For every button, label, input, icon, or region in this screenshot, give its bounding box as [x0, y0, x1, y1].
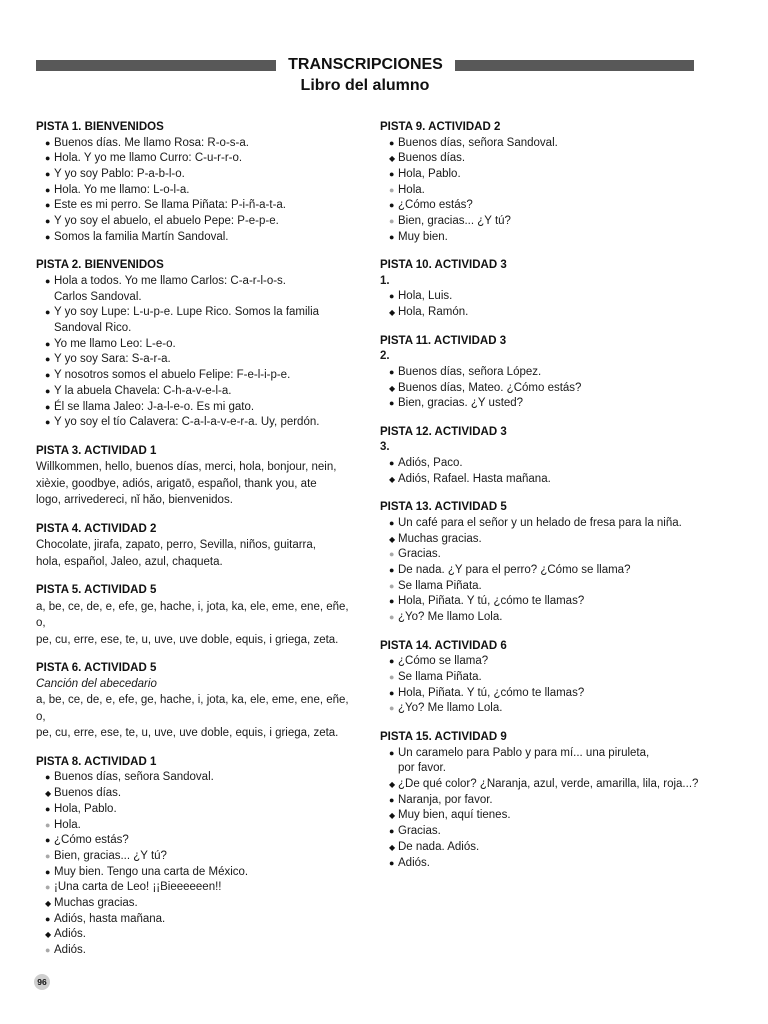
dialogue-line: [36, 927, 356, 943]
transcript-paragraph-line: a, be, ce, de, e, efe, ge, hache, i, jota, ka, ele, eme, ene, eñe, o,: [36, 600, 349, 630]
dialogue-text: Un café para el señor y un helado de fresa para la niña.: [398, 516, 682, 529]
exercise-number: 3.: [380, 441, 390, 454]
dialogue-text: Y nosotros somos el abuelo Felipe: F-e-l-i-p-e.: [54, 369, 291, 382]
dialogue-text: Muchas gracias.: [398, 532, 482, 545]
dialogue-line: [36, 912, 356, 928]
speaker-bullet-icon: ●: [45, 354, 51, 365]
header-bar-left: [36, 60, 276, 71]
dialogue-text: Hola, Pablo.: [398, 167, 461, 180]
speaker-circle-icon: ●: [389, 671, 395, 682]
speaker-bullet-icon: ●: [45, 216, 51, 227]
dialogue-line: [380, 472, 710, 488]
transcript-section: [380, 334, 710, 412]
dialogue-text: Y la abuela Chavela: C-h-a-v-e-l-a.: [54, 384, 232, 397]
speaker-bullet-icon: ●: [389, 137, 395, 148]
dialogue-text: Adiós, Paco.: [398, 456, 463, 469]
section-title: PISTA 3. ACTIVIDAD 1: [36, 444, 157, 457]
speaker-bullet-icon: ●: [389, 857, 395, 868]
dialogue-text: Buenos días. Me llamo Rosa: R-o-s-a.: [54, 136, 249, 149]
speaker-bullet-icon: ●: [45, 772, 51, 783]
left-column: [36, 120, 356, 972]
dialogue-line: [380, 856, 710, 872]
transcript-section: [36, 522, 356, 571]
speaker-bullet-icon: ●: [389, 747, 395, 758]
dialogue-line: [36, 849, 356, 865]
dialogue-text: Bien, gracias... ¿Y tú?: [54, 849, 167, 862]
speaker-circle-icon: ●: [389, 549, 395, 560]
transcript-section: [36, 258, 356, 431]
header-bar-right: [455, 60, 694, 71]
dialogue-text: Y yo soy el abuelo, el abuelo Pepe: P-e-p-e.: [54, 215, 279, 228]
dialogue-text: Hola, Ramón.: [398, 306, 469, 319]
dialogue-line: [380, 381, 710, 397]
dialogue-line: [380, 365, 710, 381]
dialogue-text: Un caramelo para Pablo y para mí... una piruleta,: [398, 746, 650, 759]
transcript-section: [380, 258, 710, 320]
transcript-section: [36, 444, 356, 509]
section-title: PISTA 1. BIENVENIDOS: [36, 121, 164, 133]
dialogue-line: [36, 384, 356, 400]
dialogue-line: [380, 793, 710, 809]
transcript-paragraph-line: xièxie, goodbye, adiós, arigatō, español, thank you, ate: [36, 477, 317, 490]
dialogue-text: ¿Yo? Me llamo Lola.: [398, 702, 503, 715]
dialogue-text: Y yo soy Sara: S-a-r-a.: [54, 353, 171, 366]
transcript-section: [380, 730, 710, 871]
speaker-bullet-icon: ●: [45, 835, 51, 846]
dialogue-text: Y yo soy el tío Calavera: C-a-l-a-v-e-r-a. Uy, perdón.: [54, 416, 320, 429]
speaker-bullet-icon: ●: [45, 401, 51, 412]
dialogue-text: Y yo soy Pablo: P-a-b-l-o.: [54, 167, 185, 180]
dialogue-text: Adiós.: [398, 856, 430, 869]
speaker-bullet-icon: ●: [45, 803, 51, 814]
page-header: [36, 56, 694, 76]
speaker-diamond-icon: ◆: [389, 308, 396, 318]
dialogue-line: [380, 516, 710, 532]
dialogue-text: Este es mi perro. Se llama Piñata: P-i-ñ-a-t-a.: [54, 199, 286, 212]
transcript-paragraph-line: pe, cu, erre, ese, te, u, uve, uve doble, equis, i griega, zeta.: [36, 727, 339, 740]
dialogue-text: Hola. Yo me llamo: L-o-l-a.: [54, 183, 190, 196]
transcript-section: [380, 425, 710, 487]
speaker-diamond-icon: ◆: [389, 779, 396, 789]
dialogue-line: [380, 777, 710, 793]
transcript-paragraph-line: Willkommen, hello, buenos días, merci, hola, bonjour, nein,: [36, 461, 337, 474]
speaker-bullet-icon: ●: [389, 517, 395, 528]
speaker-bullet-icon: ●: [389, 366, 395, 377]
speaker-bullet-icon: ●: [389, 687, 395, 698]
dialogue-line: [36, 818, 356, 834]
dialogue-text: Adiós, hasta mañana.: [54, 912, 166, 925]
dialogue-text: Hola a todos. Yo me llamo Carlos: C-a-r-l-o-s.: [54, 274, 286, 287]
dialogue-line: [380, 686, 710, 702]
dialogue-text: De nada. ¿Y para el perro? ¿Cómo se llama?: [398, 563, 631, 576]
dialogue-line: [36, 368, 356, 384]
dialogue-line: [380, 808, 710, 824]
dialogue-text: Hola.: [398, 183, 425, 196]
dialogue-line: [380, 183, 710, 199]
transcript-paragraph-line: logo, arrivedereci, nǐ hǎo, bienvenidos.: [36, 494, 233, 507]
dialogue-line: [36, 230, 356, 246]
section-title: PISTA 2. BIENVENIDOS: [36, 259, 164, 272]
transcript-section: [380, 639, 710, 717]
speaker-bullet-icon: ●: [389, 231, 395, 242]
speaker-bullet-icon: ●: [45, 168, 51, 179]
transcript-section: [36, 661, 356, 742]
transcript-paragraph-line: a, be, ce, de, e, efe, ge, hache, i, jota, ka, ele, eme, ene, eñe, o,: [36, 694, 349, 723]
dialogue-line: [380, 136, 710, 152]
dialogue-text: ¿Cómo estás?: [398, 199, 473, 212]
dialogue-text: Yo me llamo Leo: L-e-o.: [54, 337, 176, 350]
dialogue-text: Y yo soy Lupe: L-u-p-e. Lupe Rico. Somos la familia: [54, 306, 320, 319]
speaker-bullet-icon: ●: [389, 794, 395, 805]
dialogue-text: Carlos Sandoval.: [54, 290, 142, 303]
dialogue-line: [380, 746, 710, 762]
dialogue-text: Naranja, por favor.: [398, 793, 493, 806]
transcript-section: [36, 755, 356, 959]
section-title: PISTA 9. ACTIVIDAD 2: [380, 121, 501, 133]
transcript-paragraph-line: pe, cu, erre, ese, te, u, uve, uve doble, equis, i griega, zeta.: [36, 633, 339, 646]
dialogue-text: Buenos días.: [398, 152, 466, 165]
dialogue-text: ¿Cómo estás?: [54, 834, 129, 847]
dialogue-line: [380, 230, 710, 246]
speaker-bullet-icon: ●: [45, 200, 51, 211]
dialogue-line: [36, 337, 356, 353]
right-column: [380, 120, 710, 884]
section-title: PISTA 10. ACTIVIDAD 3: [380, 259, 507, 272]
dialogue-line: [36, 786, 356, 802]
dialogue-line: [36, 400, 356, 416]
speaker-circle-icon: ●: [45, 819, 51, 830]
dialogue-line: [380, 824, 710, 840]
dialogue-text: ¿Yo? Me llamo Lola.: [398, 611, 503, 624]
dialogue-text: Muy bien, aquí tienes.: [398, 809, 511, 822]
dialogue-line: [36, 802, 356, 818]
speaker-circle-icon: ●: [45, 850, 51, 861]
dialogue-line: [380, 701, 710, 717]
dialogue-line: [380, 167, 710, 183]
exercise-number: 1.: [380, 274, 390, 287]
section-title: PISTA 11. ACTIVIDAD 3: [380, 334, 507, 347]
dialogue-line: [36, 943, 356, 959]
dialogue-text: Bien, gracias. ¿Y usted?: [398, 397, 524, 410]
speaker-bullet-icon: ●: [389, 168, 395, 179]
dialogue-text: Hola, Pablo.: [54, 802, 117, 815]
dialogue-line: [380, 214, 710, 230]
section-title: PISTA 4. ACTIVIDAD 2: [36, 522, 157, 535]
dialogue-text: Se llama Piñata.: [398, 579, 482, 592]
dialogue-text: Sandoval Rico.: [54, 322, 132, 335]
speaker-bullet-icon: ●: [45, 153, 51, 164]
dialogue-text: ¡Una carta de Leo! ¡¡Bieeeeeen!!: [54, 881, 222, 894]
dialogue-text: Hola. Y yo me llamo Curro: C-u-r-r-o.: [54, 152, 243, 165]
dialogue-text: Gracias.: [398, 548, 441, 561]
dialogue-text: Hola, Piñata. Y tú, ¿cómo te llamas?: [398, 595, 585, 608]
dialogue-text: Gracias.: [398, 825, 441, 838]
speaker-bullet-icon: ●: [45, 417, 51, 428]
speaker-bullet-icon: ●: [389, 457, 395, 468]
dialogue-text: Hola.: [54, 818, 81, 831]
speaker-diamond-icon: ◆: [389, 154, 396, 164]
dialogue-line: [36, 290, 356, 306]
speaker-bullet-icon: ●: [45, 338, 51, 349]
transcript-section: [36, 120, 356, 245]
dialogue-text: ¿De qué color? ¿Naranja, azul, verde, amarilla, lila, roja...?: [398, 777, 699, 790]
speaker-bullet-icon: ●: [389, 564, 395, 575]
dialogue-text: ¿Cómo se llama?: [398, 655, 489, 668]
dialogue-line: [380, 305, 710, 321]
speaker-circle-icon: ●: [45, 945, 51, 956]
speaker-circle-icon: ●: [389, 216, 395, 227]
transcript-paragraph-line: Chocolate, jirafa, zapato, perro, Sevilla, niños, guitarra,: [36, 539, 316, 552]
speaker-bullet-icon: ●: [45, 184, 51, 195]
dialogue-text: Se llama Piñata.: [398, 670, 482, 683]
dialogue-text: Somos la familia Martín Sandoval.: [54, 230, 229, 243]
speaker-diamond-icon: ◆: [389, 842, 396, 852]
dialogue-line: [380, 594, 710, 610]
speaker-bullet-icon: ●: [389, 291, 395, 302]
dialogue-line: [36, 151, 356, 167]
dialogue-line: [36, 865, 356, 881]
section-title: PISTA 13. ACTIVIDAD 5: [380, 501, 507, 514]
speaker-circle-icon: ●: [389, 612, 395, 623]
dialogue-line: [380, 532, 710, 548]
section-title: PISTA 15. ACTIVIDAD 9: [380, 731, 507, 744]
dialogue-line: [36, 833, 356, 849]
dialogue-line: [380, 289, 710, 305]
dialogue-text: por favor.: [398, 762, 446, 775]
dialogue-line: [380, 610, 710, 626]
dialogue-line: [36, 136, 356, 152]
dialogue-line: [36, 167, 356, 183]
speaker-diamond-icon: ◆: [45, 899, 52, 909]
dialogue-line: [36, 183, 356, 199]
speaker-circle-icon: ●: [45, 882, 51, 893]
speaker-circle-icon: ●: [389, 580, 395, 591]
dialogue-line: [380, 198, 710, 214]
section-subtitle: Canción del abecedario: [36, 677, 157, 690]
speaker-diamond-icon: ◆: [389, 811, 396, 821]
speaker-diamond-icon: ◆: [389, 383, 396, 393]
dialogue-text: Adiós, Rafael. Hasta mañana.: [398, 472, 551, 485]
dialogue-line: [380, 761, 710, 777]
speaker-bullet-icon: ●: [389, 656, 395, 667]
speaker-circle-icon: ●: [389, 184, 395, 195]
exercise-number: 2.: [380, 350, 390, 363]
speaker-bullet-icon: ●: [45, 231, 51, 242]
dialogue-text: Buenos días, Mateo. ¿Cómo estás?: [398, 381, 582, 394]
dialogue-line: [36, 198, 356, 214]
page-number: 96: [34, 974, 50, 990]
page-title: TRANSCRIPCIONES: [288, 56, 443, 73]
dialogue-text: De nada. Adiós.: [398, 840, 480, 853]
dialogue-line: [36, 274, 356, 290]
page-subtitle: Libro del alumno: [300, 77, 430, 94]
dialogue-text: Adiós.: [54, 928, 86, 941]
dialogue-line: [380, 547, 710, 563]
section-title: PISTA 14. ACTIVIDAD 6: [380, 639, 507, 652]
speaker-bullet-icon: ●: [389, 200, 395, 211]
dialogue-text: Muy bien. Tengo una carta de México.: [54, 865, 249, 878]
dialogue-line: [380, 670, 710, 686]
speaker-bullet-icon: ●: [45, 385, 51, 396]
dialogue-text: Hola, Luis.: [398, 290, 453, 303]
dialogue-text: Hola, Piñata. Y tú, ¿cómo te llamas?: [398, 686, 585, 699]
dialogue-line: [36, 896, 356, 912]
dialogue-text: Muy bien.: [398, 230, 448, 243]
dialogue-text: Adiós.: [54, 944, 86, 957]
speaker-diamond-icon: ◆: [389, 534, 396, 544]
speaker-circle-icon: ●: [389, 703, 395, 714]
section-title: PISTA 12. ACTIVIDAD 3: [380, 425, 507, 438]
dialogue-line: [380, 840, 710, 856]
dialogue-line: [380, 151, 710, 167]
dialogue-line: [36, 415, 356, 431]
transcript-section: [380, 120, 710, 245]
dialogue-line: [380, 396, 710, 412]
dialogue-line: [36, 214, 356, 230]
section-title: PISTA 8. ACTIVIDAD 1: [36, 755, 157, 768]
speaker-bullet-icon: ●: [45, 137, 51, 148]
dialogue-line: [380, 654, 710, 670]
transcript-section: [36, 583, 356, 648]
speaker-bullet-icon: ●: [45, 307, 51, 318]
dialogue-line: [36, 321, 356, 337]
speaker-bullet-icon: ●: [45, 370, 51, 381]
dialogue-text: Él se llama Jaleo: J-a-l-e-o. Es mi gato.: [54, 400, 255, 413]
transcript-section: [380, 500, 710, 625]
speaker-diamond-icon: ◆: [45, 930, 52, 940]
speaker-bullet-icon: ●: [45, 866, 51, 877]
dialogue-text: Bien, gracias... ¿Y tú?: [398, 215, 511, 228]
dialogue-text: Buenos días, señora López.: [398, 365, 542, 378]
dialogue-line: [380, 563, 710, 579]
dialogue-line: [36, 880, 356, 896]
dialogue-line: [380, 456, 710, 472]
dialogue-text: Muchas gracias.: [54, 897, 138, 910]
speaker-diamond-icon: ◆: [389, 474, 396, 484]
dialogue-line: [36, 352, 356, 368]
speaker-bullet-icon: ●: [45, 913, 51, 924]
dialogue-text: Buenos días.: [54, 787, 122, 800]
dialogue-text: Buenos días, señora Sandoval.: [54, 771, 214, 784]
dialogue-text: Buenos días, señora Sandoval.: [398, 136, 558, 149]
speaker-bullet-icon: ●: [389, 596, 395, 607]
speaker-bullet-icon: ●: [45, 275, 51, 286]
section-title: PISTA 5. ACTIVIDAD 5: [36, 584, 157, 597]
speaker-diamond-icon: ◆: [45, 789, 52, 799]
speaker-bullet-icon: ●: [389, 826, 395, 837]
section-title: PISTA 6. ACTIVIDAD 5: [36, 662, 157, 675]
speaker-bullet-icon: ●: [389, 398, 395, 409]
dialogue-line: [36, 305, 356, 321]
dialogue-line: [36, 770, 356, 786]
dialogue-line: [380, 579, 710, 595]
transcript-paragraph-line: hola, español, Jaleo, azul, chaqueta.: [36, 555, 223, 568]
